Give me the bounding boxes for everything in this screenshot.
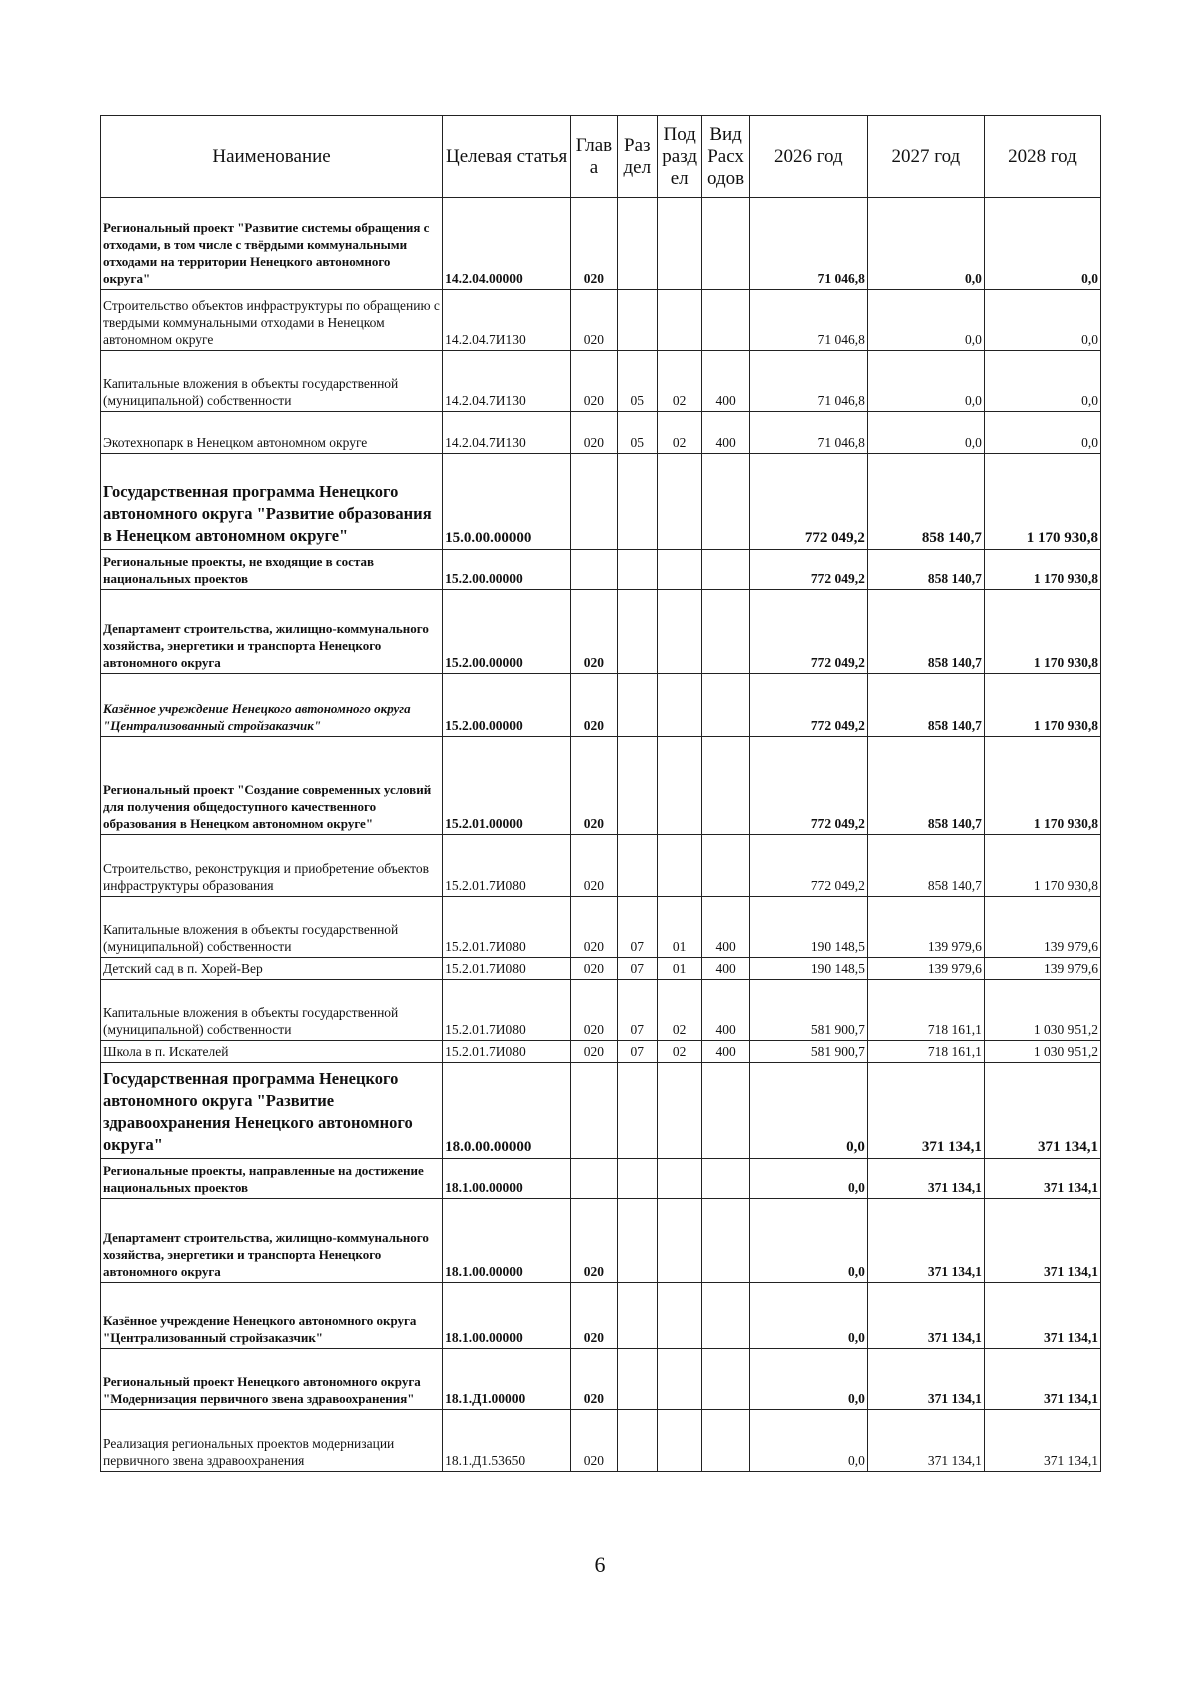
row-expense-type: 400 [702, 897, 749, 958]
row-2027: 858 140,7 [867, 674, 984, 737]
row-2026: 772 049,2 [749, 674, 867, 737]
header-name: Наименование [101, 116, 443, 198]
row-2027: 858 140,7 [867, 737, 984, 835]
row-2028: 371 134,1 [984, 1063, 1100, 1159]
row-expense-type: 400 [702, 1041, 749, 1063]
row-expense-type [702, 550, 749, 590]
row-section [617, 1199, 657, 1283]
row-name: Региональный проект "Создание современных условий для получения общедоступного качественного образования в Ненецком автономном округе" [101, 737, 443, 835]
row-name: Региональные проекты, направленные на достижение национальных проектов [101, 1159, 443, 1199]
header-2027: 2027 год [867, 116, 984, 198]
row-section [617, 454, 657, 550]
row-expense-type [702, 1199, 749, 1283]
table-row [101, 835, 1101, 897]
row-chapter: 020 [571, 351, 617, 412]
budget-table [100, 115, 1101, 1472]
row-subsection: 02 [657, 412, 701, 454]
row-2026: 0,0 [749, 1063, 867, 1159]
row-2027: 0,0 [867, 351, 984, 412]
table-row [101, 980, 1101, 1041]
row-subsection [657, 550, 701, 590]
row-expense-type [702, 590, 749, 674]
row-expense-type: 400 [702, 351, 749, 412]
row-subsection [657, 198, 701, 290]
row-section [617, 1283, 657, 1349]
table-row [101, 958, 1101, 980]
row-subsection [657, 1159, 701, 1199]
row-section [617, 198, 657, 290]
row-2026: 581 900,7 [749, 980, 867, 1041]
header-section: Раз дел [617, 116, 657, 198]
row-2027: 371 134,1 [867, 1410, 984, 1472]
row-code: 14.2.04.7И130 [443, 351, 571, 412]
row-subsection [657, 290, 701, 351]
row-chapter: 020 [571, 897, 617, 958]
row-code: 14.2.04.7И130 [443, 290, 571, 351]
row-name: Реализация региональных проектов модернизации первичного звена здравоохранения [101, 1410, 443, 1472]
row-2028: 371 134,1 [984, 1283, 1100, 1349]
header-chapter: Глав а [571, 116, 617, 198]
row-code: 15.2.01.7И080 [443, 980, 571, 1041]
row-name: Строительство объектов инфраструктуры по обращению с твердыми коммунальными отходами в Ненецком автономном округе [101, 290, 443, 351]
row-subsection [657, 1410, 701, 1472]
row-2026: 0,0 [749, 1199, 867, 1283]
row-name: Детский сад в п. Хорей-Вер [101, 958, 443, 980]
row-expense-type [702, 674, 749, 737]
row-code: 15.2.01.7И080 [443, 897, 571, 958]
row-chapter: 020 [571, 590, 617, 674]
header-target: Целевая статья [443, 116, 571, 198]
row-subsection [657, 835, 701, 897]
row-2028: 0,0 [984, 412, 1100, 454]
table-row [101, 1159, 1101, 1199]
row-subsection [657, 590, 701, 674]
row-name: Казённое учреждение Ненецкого автономного округа "Централизованный стройзаказчик" [101, 1283, 443, 1349]
row-2028: 0,0 [984, 198, 1100, 290]
row-2028: 1 170 930,8 [984, 590, 1100, 674]
row-code: 15.0.00.00000 [443, 454, 571, 550]
row-expense-type [702, 1349, 749, 1410]
table-row [101, 454, 1101, 550]
header-2026: 2026 год [749, 116, 867, 198]
row-name: Региональный проект Ненецкого автономного округа "Модернизация первичного звена здравоохранения" [101, 1349, 443, 1410]
header-expense-type: Вид Расх одов [702, 116, 749, 198]
row-chapter: 020 [571, 835, 617, 897]
table-row [101, 351, 1101, 412]
row-code: 14.2.04.00000 [443, 198, 571, 290]
row-name: Региональный проект "Развитие системы обращения с отходами, в том числе с твёрдыми коммунальными отходами на территории Ненецкого автономного округа" [101, 198, 443, 290]
row-2028: 1 170 930,8 [984, 550, 1100, 590]
row-2028: 0,0 [984, 351, 1100, 412]
table-row [101, 1063, 1101, 1159]
table-row [101, 198, 1101, 290]
row-2027: 371 134,1 [867, 1063, 984, 1159]
row-section: 05 [617, 351, 657, 412]
row-code: 18.1.00.00000 [443, 1283, 571, 1349]
row-2027: 718 161,1 [867, 980, 984, 1041]
row-2026: 71 046,8 [749, 290, 867, 351]
row-expense-type [702, 835, 749, 897]
row-chapter: 020 [571, 737, 617, 835]
row-chapter [571, 454, 617, 550]
row-2026: 190 148,5 [749, 958, 867, 980]
table-row [101, 1410, 1101, 1472]
row-expense-type [702, 1063, 749, 1159]
row-2027: 858 140,7 [867, 454, 984, 550]
row-2028: 1 030 951,2 [984, 1041, 1100, 1063]
row-2027: 139 979,6 [867, 897, 984, 958]
row-subsection: 02 [657, 351, 701, 412]
row-subsection [657, 1063, 701, 1159]
row-subsection [657, 454, 701, 550]
row-2028: 1 170 930,8 [984, 454, 1100, 550]
row-subsection [657, 1199, 701, 1283]
row-2028: 139 979,6 [984, 897, 1100, 958]
row-2027: 858 140,7 [867, 835, 984, 897]
row-name: Государственная программа Ненецкого автономного округа "Развитие образования в Ненецком автономном округе" [101, 454, 443, 550]
row-code: 15.2.01.7И080 [443, 835, 571, 897]
row-name: Капитальные вложения в объекты государственной (муниципальной) собственности [101, 980, 443, 1041]
table-row [101, 737, 1101, 835]
row-2026: 71 046,8 [749, 412, 867, 454]
row-2028: 371 134,1 [984, 1199, 1100, 1283]
row-section [617, 835, 657, 897]
row-subsection: 02 [657, 1041, 701, 1063]
row-subsection [657, 737, 701, 835]
row-2027: 371 134,1 [867, 1159, 984, 1199]
row-section [617, 1410, 657, 1472]
row-name: Экотехнопарк в Ненецком автономном округе [101, 412, 443, 454]
row-2027: 0,0 [867, 198, 984, 290]
row-code: 15.2.00.00000 [443, 590, 571, 674]
row-2026: 0,0 [749, 1159, 867, 1199]
row-2028: 371 134,1 [984, 1410, 1100, 1472]
row-expense-type [702, 198, 749, 290]
row-expense-type [702, 1283, 749, 1349]
table-row [101, 674, 1101, 737]
row-expense-type: 400 [702, 980, 749, 1041]
row-subsection [657, 674, 701, 737]
row-name: Капитальные вложения в объекты государственной (муниципальной) собственности [101, 897, 443, 958]
row-expense-type: 400 [702, 412, 749, 454]
row-2028: 371 134,1 [984, 1349, 1100, 1410]
row-code: 15.2.00.00000 [443, 550, 571, 590]
row-chapter: 020 [571, 412, 617, 454]
row-subsection: 01 [657, 958, 701, 980]
row-code: 14.2.04.7И130 [443, 412, 571, 454]
row-expense-type [702, 1410, 749, 1472]
table-row [101, 412, 1101, 454]
row-chapter [571, 550, 617, 590]
row-expense-type: 400 [702, 958, 749, 980]
row-name: Школа в п. Искателей [101, 1041, 443, 1063]
row-expense-type [702, 454, 749, 550]
row-chapter: 020 [571, 980, 617, 1041]
row-2026: 0,0 [749, 1283, 867, 1349]
row-section: 07 [617, 897, 657, 958]
row-chapter [571, 1159, 617, 1199]
row-expense-type [702, 290, 749, 351]
row-name: Капитальные вложения в объекты государственной (муниципальной) собственности [101, 351, 443, 412]
row-name: Строительство, реконструкция и приобретение объектов инфраструктуры образования [101, 835, 443, 897]
table-header-row [101, 116, 1101, 198]
row-chapter: 020 [571, 198, 617, 290]
row-section [617, 674, 657, 737]
row-name: Департамент строительства, жилищно-коммунального хозяйства, энергетики и транспорта Ненецкого автономного округа [101, 1199, 443, 1283]
row-chapter: 020 [571, 958, 617, 980]
row-subsection [657, 1283, 701, 1349]
row-expense-type [702, 1159, 749, 1199]
row-2028: 371 134,1 [984, 1159, 1100, 1199]
row-name: Государственная программа Ненецкого автономного округа "Развитие здравоохранения Ненецкого автономного округа" [101, 1063, 443, 1159]
row-chapter: 020 [571, 674, 617, 737]
row-2026: 71 046,8 [749, 351, 867, 412]
row-chapter [571, 1063, 617, 1159]
row-2026: 581 900,7 [749, 1041, 867, 1063]
row-subsection: 02 [657, 980, 701, 1041]
row-2027: 858 140,7 [867, 550, 984, 590]
table-row [101, 1349, 1101, 1410]
row-subsection: 01 [657, 897, 701, 958]
table-row [101, 1041, 1101, 1063]
row-chapter: 020 [571, 290, 617, 351]
row-2028: 139 979,6 [984, 958, 1100, 980]
row-2026: 71 046,8 [749, 198, 867, 290]
row-expense-type [702, 737, 749, 835]
row-2027: 371 134,1 [867, 1349, 984, 1410]
row-2027: 139 979,6 [867, 958, 984, 980]
row-chapter: 020 [571, 1283, 617, 1349]
table-row [101, 290, 1101, 351]
row-name: Казённое учреждение Ненецкого автономного округа "Централизованный стройзаказчик" [101, 674, 443, 737]
row-code: 18.1.Д1.00000 [443, 1349, 571, 1410]
row-2027: 371 134,1 [867, 1199, 984, 1283]
row-2026: 190 148,5 [749, 897, 867, 958]
table-row [101, 1283, 1101, 1349]
row-2027: 0,0 [867, 412, 984, 454]
row-code: 15.2.01.00000 [443, 737, 571, 835]
table-row [101, 590, 1101, 674]
row-2028: 1 170 930,8 [984, 674, 1100, 737]
row-section [617, 1159, 657, 1199]
header-2028: 2028 год [984, 116, 1100, 198]
row-section: 07 [617, 1041, 657, 1063]
row-chapter: 020 [571, 1349, 617, 1410]
row-code: 15.2.01.7И080 [443, 1041, 571, 1063]
row-2028: 1 030 951,2 [984, 980, 1100, 1041]
row-2026: 772 049,2 [749, 550, 867, 590]
row-code: 15.2.00.00000 [443, 674, 571, 737]
row-name: Департамент строительства, жилищно-коммунального хозяйства, энергетики и транспорта Ненецкого автономного округа [101, 590, 443, 674]
row-2027: 0,0 [867, 290, 984, 351]
row-subsection [657, 1349, 701, 1410]
row-section [617, 1349, 657, 1410]
row-2027: 371 134,1 [867, 1283, 984, 1349]
table-row [101, 550, 1101, 590]
row-2026: 772 049,2 [749, 737, 867, 835]
row-section [617, 737, 657, 835]
row-2027: 858 140,7 [867, 590, 984, 674]
header-subsection: Под разд ел [657, 116, 701, 198]
table-row [101, 897, 1101, 958]
row-2026: 772 049,2 [749, 590, 867, 674]
row-2026: 772 049,2 [749, 835, 867, 897]
page-number: 6 [594, 1552, 606, 1577]
row-code: 15.2.01.7И080 [443, 958, 571, 980]
row-section [617, 590, 657, 674]
row-chapter: 020 [571, 1410, 617, 1472]
row-section [617, 290, 657, 351]
row-section: 05 [617, 412, 657, 454]
row-2026: 0,0 [749, 1349, 867, 1410]
row-2026: 0,0 [749, 1410, 867, 1472]
row-section: 07 [617, 980, 657, 1041]
row-code: 18.0.00.00000 [443, 1063, 571, 1159]
row-chapter: 020 [571, 1199, 617, 1283]
row-code: 18.1.Д1.53650 [443, 1410, 571, 1472]
row-section: 07 [617, 958, 657, 980]
row-2028: 1 170 930,8 [984, 835, 1100, 897]
row-section [617, 1063, 657, 1159]
row-2028: 0,0 [984, 290, 1100, 351]
row-2026: 772 049,2 [749, 454, 867, 550]
row-name: Региональные проекты, не входящие в состав национальных проектов [101, 550, 443, 590]
table-row [101, 1199, 1101, 1283]
row-section [617, 550, 657, 590]
row-code: 18.1.00.00000 [443, 1199, 571, 1283]
row-2028: 1 170 930,8 [984, 737, 1100, 835]
row-code: 18.1.00.00000 [443, 1159, 571, 1199]
row-2027: 718 161,1 [867, 1041, 984, 1063]
row-chapter: 020 [571, 1041, 617, 1063]
